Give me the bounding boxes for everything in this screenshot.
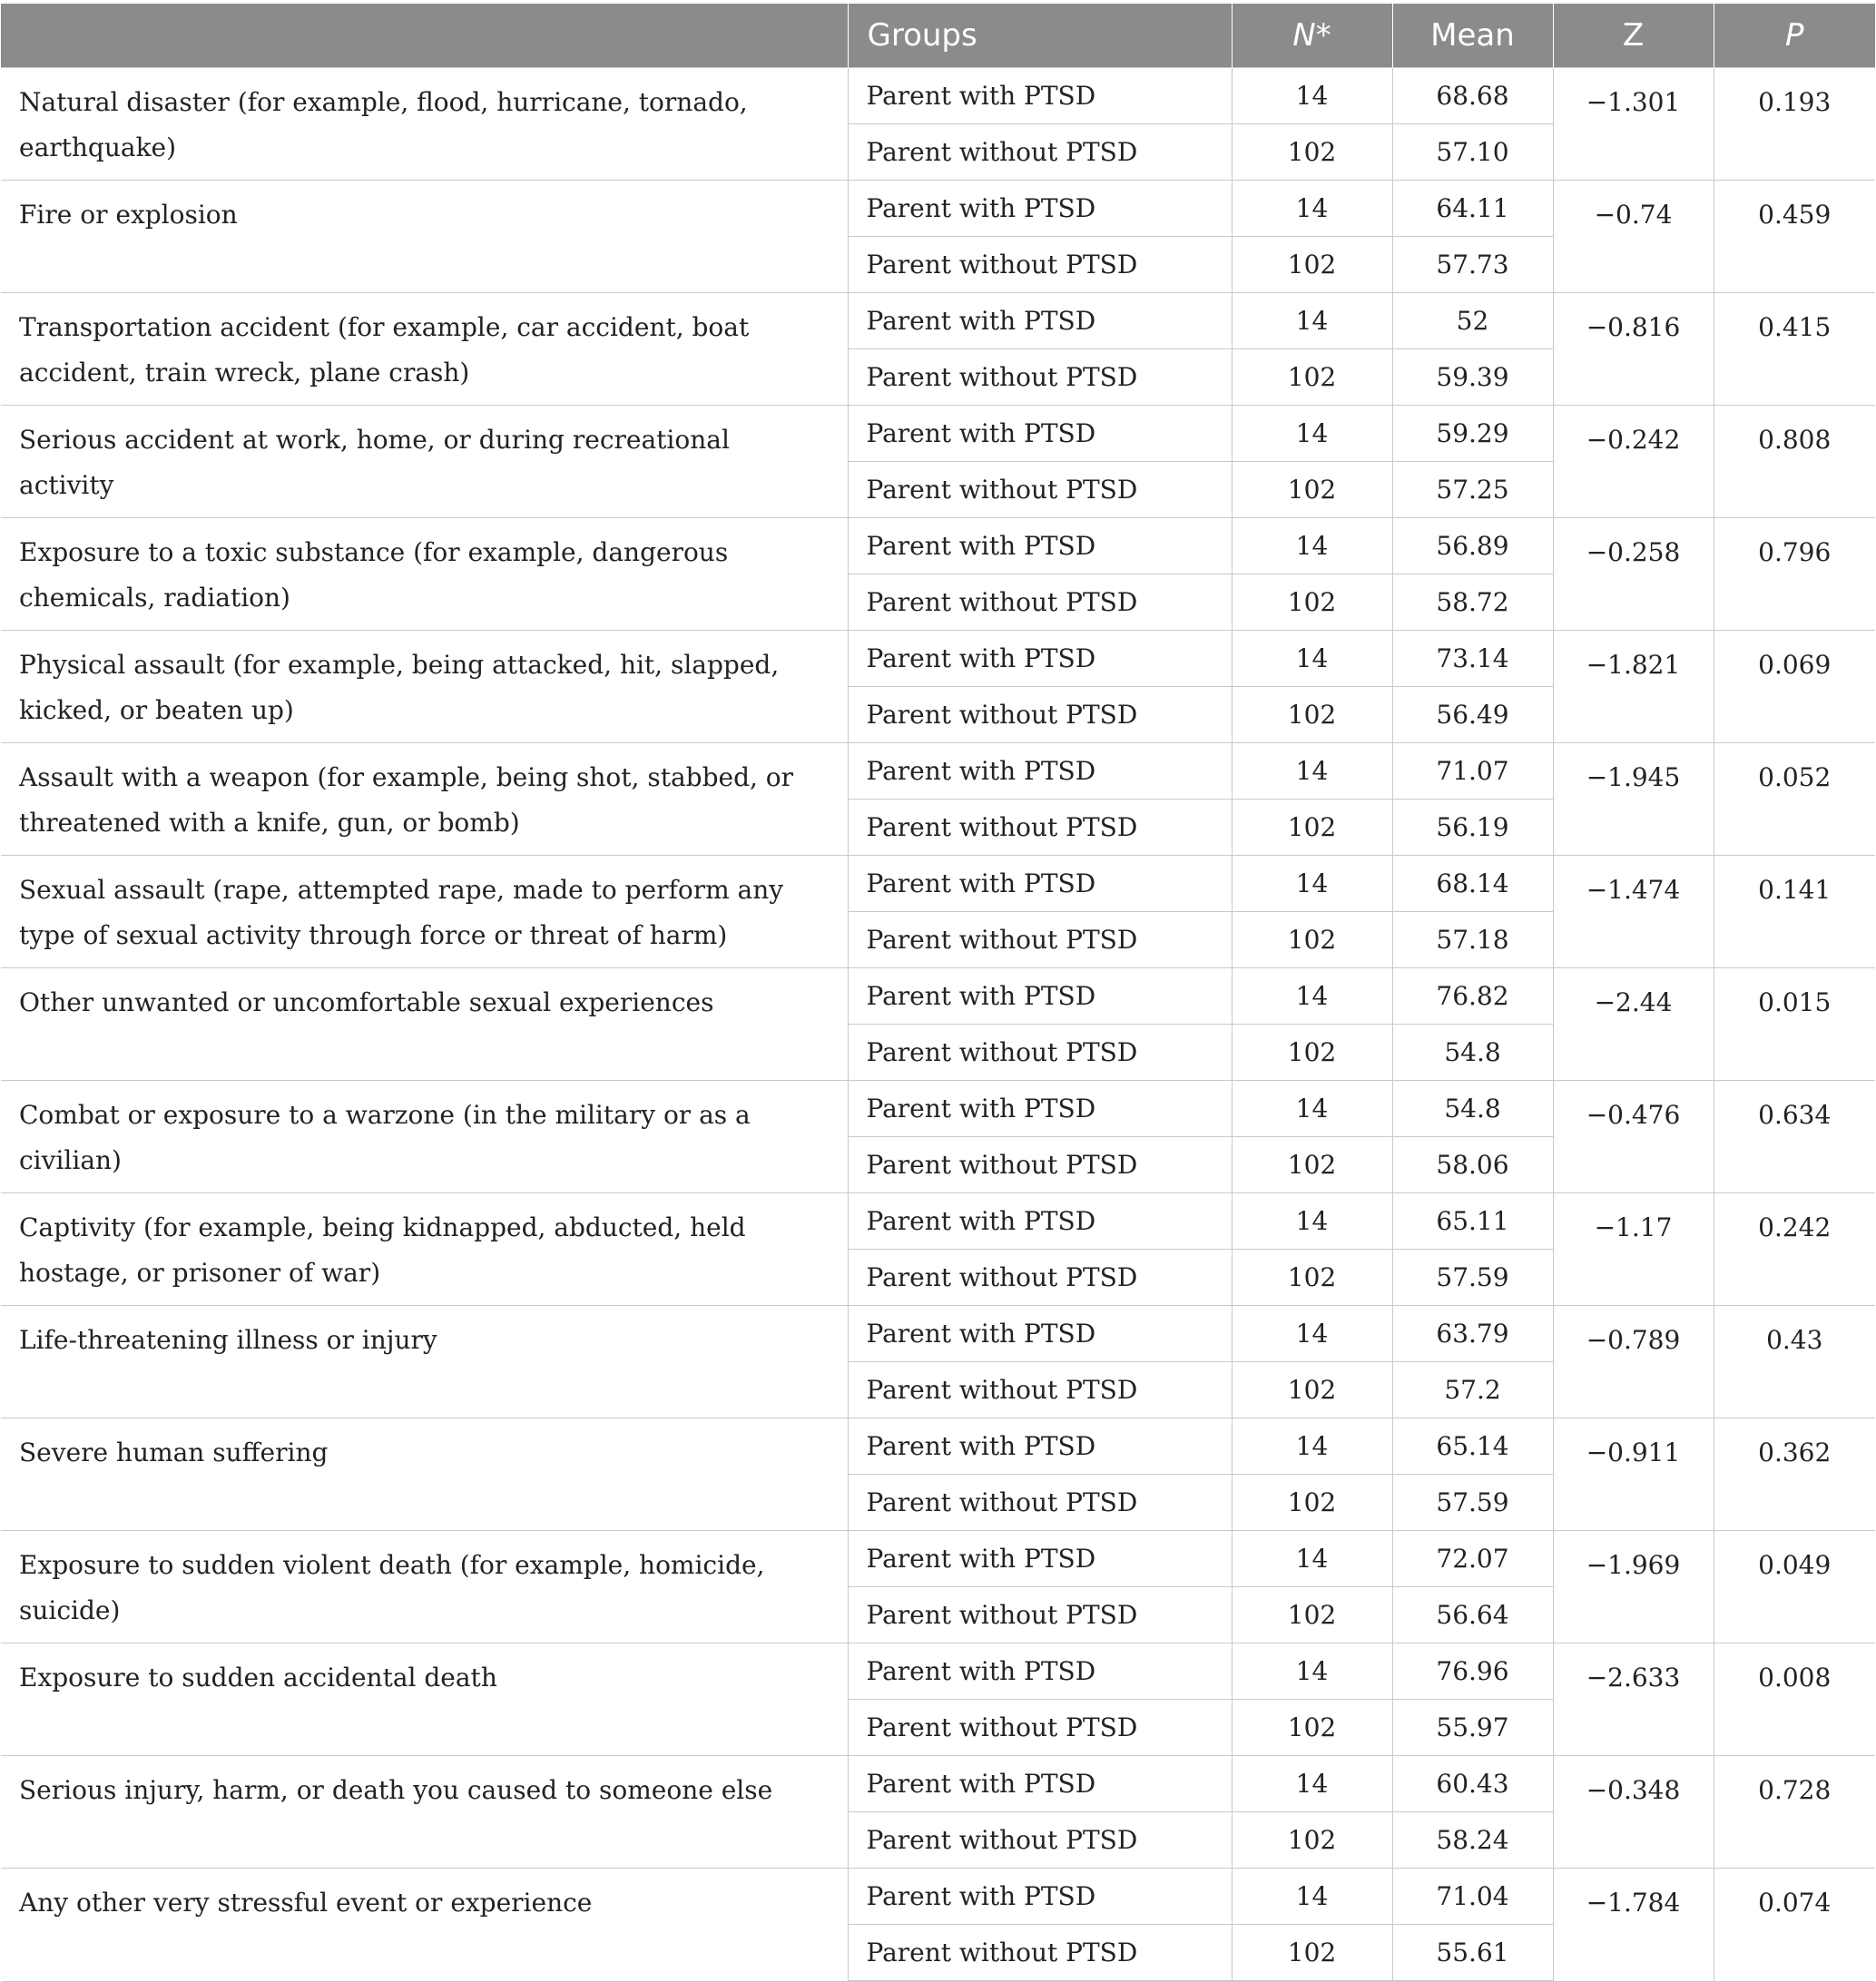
p-cell: 0.415: [1714, 293, 1875, 406]
group-cell: Parent with PTSD: [848, 293, 1232, 349]
n-cell: 102: [1232, 349, 1392, 406]
group-cell: Parent with PTSD: [848, 1193, 1232, 1250]
mean-cell: 76.82: [1392, 968, 1553, 1025]
n-cell: 102: [1232, 1362, 1392, 1418]
p-cell: 0.049: [1714, 1531, 1875, 1643]
mean-cell: 56.19: [1392, 800, 1553, 856]
table-row: [1, 1081, 1875, 1137]
table-row: [1, 181, 1875, 237]
group-cell: Parent with PTSD: [848, 968, 1232, 1025]
p-cell: 0.193: [1714, 68, 1875, 181]
z-cell: −0.476: [1553, 1081, 1714, 1193]
mean-cell: 64.11: [1392, 181, 1553, 237]
p-cell: 0.074: [1714, 1869, 1875, 1982]
z-cell: −0.258: [1553, 518, 1714, 631]
table-row: [1, 518, 1875, 574]
n-cell: 14: [1232, 1081, 1392, 1137]
z-cell: −1.17: [1553, 1193, 1714, 1306]
n-cell: 14: [1232, 856, 1392, 912]
group-cell: Parent with PTSD: [848, 68, 1232, 124]
group-cell: Parent without PTSD: [848, 800, 1232, 856]
n-cell: 14: [1232, 1193, 1392, 1250]
table-row: [1, 1756, 1875, 1812]
n-cell: 14: [1232, 1418, 1392, 1475]
group-cell: Parent without PTSD: [848, 1250, 1232, 1306]
table-row: [1, 293, 1875, 349]
group-cell: Parent with PTSD: [848, 1756, 1232, 1812]
p-cell: 0.069: [1714, 631, 1875, 743]
event-cell: Natural disaster (for example, flood, hurricane, tornado, earthquake): [1, 68, 848, 181]
z-cell: −1.474: [1553, 856, 1714, 968]
p-cell: 0.634: [1714, 1081, 1875, 1193]
group-cell: Parent without PTSD: [848, 1812, 1232, 1869]
event-cell: Life-threatening illness or injury: [1, 1306, 848, 1418]
mean-cell: 65.14: [1392, 1418, 1553, 1475]
trauma-events-table: [1, 4, 1875, 1982]
group-cell: Parent without PTSD: [848, 687, 1232, 743]
n-cell: 14: [1232, 743, 1392, 800]
group-cell: Parent without PTSD: [848, 1587, 1232, 1643]
mean-cell: 54.8: [1392, 1081, 1553, 1137]
group-cell: Parent without PTSD: [848, 1700, 1232, 1756]
mean-cell: 63.79: [1392, 1306, 1553, 1362]
event-cell: Physical assault (for example, being attacked, hit, slapped, kicked, or beaten up): [1, 631, 848, 743]
group-cell: Parent with PTSD: [848, 518, 1232, 574]
n-cell: 102: [1232, 1812, 1392, 1869]
group-cell: Parent with PTSD: [848, 406, 1232, 462]
group-cell: Parent with PTSD: [848, 856, 1232, 912]
mean-cell: 57.25: [1392, 462, 1553, 518]
z-cell: −1.301: [1553, 68, 1714, 181]
z-cell: −0.348: [1553, 1756, 1714, 1869]
header-row: [1, 4, 1875, 68]
z-cell: −0.789: [1553, 1306, 1714, 1418]
table-body: [1, 68, 1875, 1982]
n-cell: 14: [1232, 1869, 1392, 1925]
mean-cell: 60.43: [1392, 1756, 1553, 1812]
n-cell: 102: [1232, 1587, 1392, 1643]
table-row: [1, 1193, 1875, 1250]
n-cell: 14: [1232, 1306, 1392, 1362]
n-cell: 14: [1232, 68, 1392, 124]
event-cell: Transportation accident (for example, car accident, boat accident, train wreck, plane crash): [1, 293, 848, 406]
mean-cell: 58.24: [1392, 1812, 1553, 1869]
table-row: [1, 1643, 1875, 1700]
z-cell: −1.821: [1553, 631, 1714, 743]
n-cell: 102: [1232, 800, 1392, 856]
group-cell: Parent without PTSD: [848, 1925, 1232, 1982]
event-cell: Sexual assault (rape, attempted rape, made to perform any type of sexual activity through force or threat of harm): [1, 856, 848, 968]
event-cell: Combat or exposure to a warzone (in the military or as a civilian): [1, 1081, 848, 1193]
mean-cell: 57.18: [1392, 912, 1553, 968]
mean-cell: 56.89: [1392, 518, 1553, 574]
group-cell: Parent without PTSD: [848, 462, 1232, 518]
p-cell: 0.728: [1714, 1756, 1875, 1869]
n-cell: 14: [1232, 1756, 1392, 1812]
event-cell: Exposure to sudden violent death (for example, homicide, suicide): [1, 1531, 848, 1643]
mean-cell: 59.39: [1392, 349, 1553, 406]
group-cell: Parent with PTSD: [848, 1531, 1232, 1587]
z-cell: −1.969: [1553, 1531, 1714, 1643]
n-cell: 14: [1232, 406, 1392, 462]
group-cell: Parent with PTSD: [848, 1081, 1232, 1137]
z-cell: −1.784: [1553, 1869, 1714, 1982]
n-cell: 102: [1232, 237, 1392, 293]
table-row: [1, 68, 1875, 124]
p-cell: 0.242: [1714, 1193, 1875, 1306]
mean-cell: 57.10: [1392, 124, 1553, 181]
mean-cell: 72.07: [1392, 1531, 1553, 1587]
p-cell: 0.052: [1714, 743, 1875, 856]
n-cell: 102: [1232, 462, 1392, 518]
table-row: [1, 631, 1875, 687]
n-cell: 14: [1232, 631, 1392, 687]
group-cell: Parent without PTSD: [848, 124, 1232, 181]
mean-cell: 58.72: [1392, 574, 1553, 631]
group-cell: Parent with PTSD: [848, 181, 1232, 237]
event-cell: Assault with a weapon (for example, being shot, stabbed, or threatened with a knife, gun, or bomb): [1, 743, 848, 856]
n-cell: 102: [1232, 687, 1392, 743]
group-cell: Parent without PTSD: [848, 1025, 1232, 1081]
mean-cell: 65.11: [1392, 1193, 1553, 1250]
table-row: [1, 968, 1875, 1025]
mean-cell: 52: [1392, 293, 1553, 349]
event-cell: Any other very stressful event or experience: [1, 1869, 848, 1982]
group-cell: Parent with PTSD: [848, 1306, 1232, 1362]
table-row: [1, 406, 1875, 462]
n-cell: 102: [1232, 1475, 1392, 1531]
header-groups: Groups: [848, 4, 1232, 68]
z-cell: −0.74: [1553, 181, 1714, 293]
group-cell: Parent without PTSD: [848, 237, 1232, 293]
mean-cell: 57.73: [1392, 237, 1553, 293]
header-n-label: N*: [1292, 17, 1331, 54]
table-row: [1, 743, 1875, 800]
event-cell: Serious injury, harm, or death you caused to someone else: [1, 1756, 848, 1869]
z-cell: −0.816: [1553, 293, 1714, 406]
mean-cell: 56.64: [1392, 1587, 1553, 1643]
event-cell: Captivity (for example, being kidnapped, abducted, held hostage, or prisoner of war): [1, 1193, 848, 1306]
group-cell: Parent without PTSD: [848, 1362, 1232, 1418]
n-cell: 102: [1232, 1025, 1392, 1081]
mean-cell: 55.97: [1392, 1700, 1553, 1756]
group-cell: Parent with PTSD: [848, 631, 1232, 687]
n-cell: 102: [1232, 912, 1392, 968]
table-row: [1, 1418, 1875, 1475]
mean-cell: 58.06: [1392, 1137, 1553, 1193]
z-cell: −1.945: [1553, 743, 1714, 856]
mean-cell: 57.59: [1392, 1250, 1553, 1306]
mean-cell: 68.14: [1392, 856, 1553, 912]
event-cell: Exposure to sudden accidental death: [1, 1643, 848, 1756]
event-cell: Other unwanted or uncomfortable sexual experiences: [1, 968, 848, 1081]
header-mean: Mean: [1392, 4, 1553, 68]
p-cell: 0.015: [1714, 968, 1875, 1081]
n-cell: 102: [1232, 1925, 1392, 1982]
header-p-label: P: [1784, 17, 1804, 54]
n-cell: 102: [1232, 1137, 1392, 1193]
n-cell: 102: [1232, 1700, 1392, 1756]
table-row: [1, 1869, 1875, 1925]
group-cell: Parent with PTSD: [848, 1869, 1232, 1925]
p-cell: 0.808: [1714, 406, 1875, 518]
header-p: [1714, 4, 1875, 68]
p-cell: 0.008: [1714, 1643, 1875, 1756]
z-cell: −2.633: [1553, 1643, 1714, 1756]
n-cell: 14: [1232, 968, 1392, 1025]
p-cell: 0.43: [1714, 1306, 1875, 1418]
n-cell: 102: [1232, 574, 1392, 631]
mean-cell: 57.2: [1392, 1362, 1553, 1418]
table-row: [1, 856, 1875, 912]
mean-cell: 68.68: [1392, 68, 1553, 124]
group-cell: Parent without PTSD: [848, 1137, 1232, 1193]
header-event: [1, 4, 848, 68]
n-cell: 102: [1232, 1250, 1392, 1306]
group-cell: Parent with PTSD: [848, 743, 1232, 800]
mean-cell: 73.14: [1392, 631, 1553, 687]
n-cell: 102: [1232, 124, 1392, 181]
group-cell: Parent without PTSD: [848, 349, 1232, 406]
p-cell: 0.459: [1714, 181, 1875, 293]
p-cell: 0.362: [1714, 1418, 1875, 1531]
event-cell: Exposure to a toxic substance (for example, dangerous chemicals, radiation): [1, 518, 848, 631]
mean-cell: 57.59: [1392, 1475, 1553, 1531]
mean-cell: 56.49: [1392, 687, 1553, 743]
group-cell: Parent without PTSD: [848, 574, 1232, 631]
mean-cell: 76.96: [1392, 1643, 1553, 1700]
table-row: [1, 1306, 1875, 1362]
p-cell: 0.141: [1714, 856, 1875, 968]
z-cell: −0.242: [1553, 406, 1714, 518]
p-cell: 0.796: [1714, 518, 1875, 631]
mean-cell: 59.29: [1392, 406, 1553, 462]
z-cell: −2.44: [1553, 968, 1714, 1081]
mean-cell: 54.8: [1392, 1025, 1553, 1081]
group-cell: Parent with PTSD: [848, 1643, 1232, 1700]
header-z: Z: [1553, 4, 1714, 68]
event-cell: Serious accident at work, home, or during recreational activity: [1, 406, 848, 518]
n-cell: 14: [1232, 518, 1392, 574]
n-cell: 14: [1232, 293, 1392, 349]
table-row: [1, 1531, 1875, 1587]
header-n: [1232, 4, 1392, 68]
event-cell: Fire or explosion: [1, 181, 848, 293]
mean-cell: 71.04: [1392, 1869, 1553, 1925]
group-cell: Parent without PTSD: [848, 1475, 1232, 1531]
n-cell: 14: [1232, 181, 1392, 237]
n-cell: 14: [1232, 1531, 1392, 1587]
n-cell: 14: [1232, 1643, 1392, 1700]
group-cell: Parent without PTSD: [848, 912, 1232, 968]
event-cell: Severe human suffering: [1, 1418, 848, 1531]
mean-cell: 71.07: [1392, 743, 1553, 800]
z-cell: −0.911: [1553, 1418, 1714, 1531]
group-cell: Parent with PTSD: [848, 1418, 1232, 1475]
mean-cell: 55.61: [1392, 1925, 1553, 1982]
